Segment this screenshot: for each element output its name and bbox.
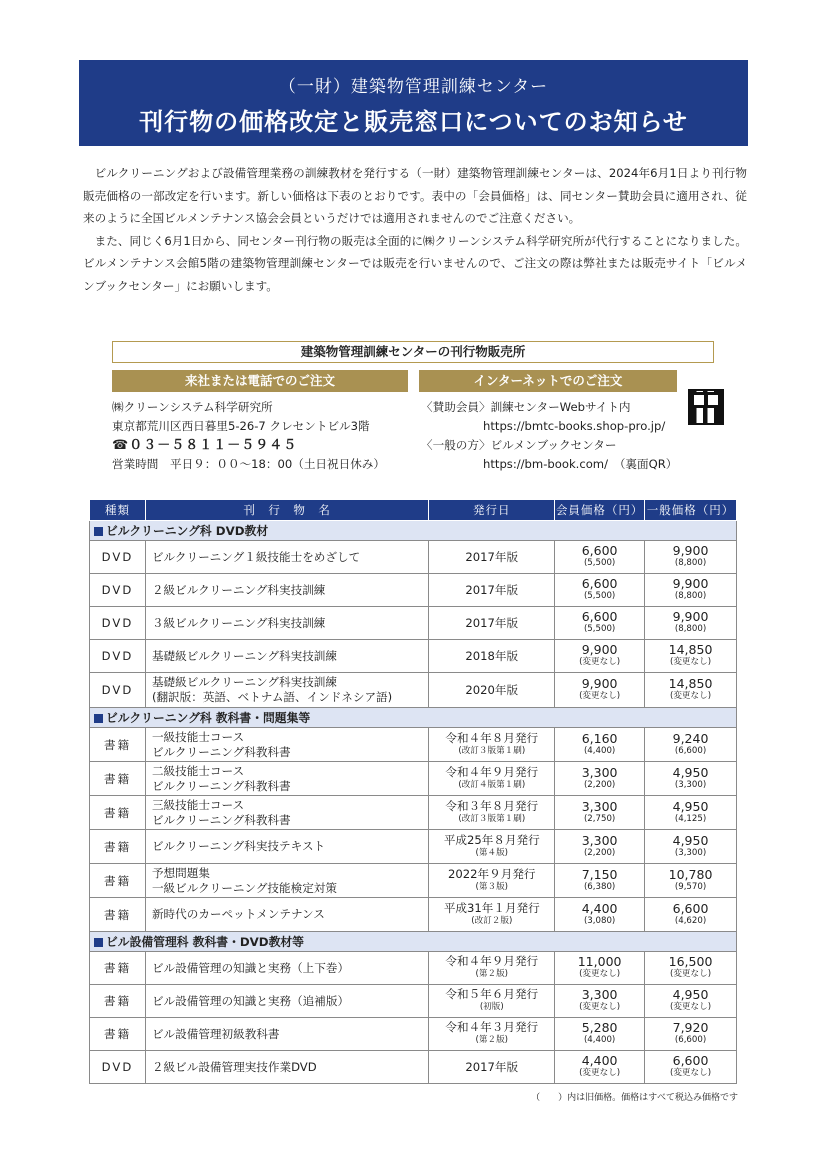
price-footnote: （ ）内は旧価格。価格はすべて税込み価格です xyxy=(531,1093,738,1103)
date-cell xyxy=(429,640,555,673)
publication-name-line2: (翻訳版：英語、ベトナム語、インドネシア語) xyxy=(151,690,393,704)
section-title: ビルクリーニング科 DVD教材 xyxy=(106,524,269,538)
general-site-link-row xyxy=(421,455,721,474)
type-cell: 書籍 xyxy=(90,796,146,830)
publication-name: ３級ビルクリーニング科実技訓練 xyxy=(151,615,326,630)
general-price: 9,900 xyxy=(672,609,709,624)
publication-name: 一級技能士コース xyxy=(151,729,245,744)
issue-date-note: (改訂４版第１刷) xyxy=(458,779,526,790)
table-row xyxy=(90,728,737,762)
general-price: 10,780 xyxy=(668,866,713,882)
date-cell xyxy=(429,574,555,607)
table-row xyxy=(90,541,737,574)
type-cell: 書籍 xyxy=(90,762,146,796)
issue-date: 令和３年８月発行 xyxy=(445,798,539,813)
member-price: 6,160 xyxy=(581,730,618,746)
publication-name: ２級ビルクリーニング科実技訓練 xyxy=(151,582,326,597)
publication-name-line2: ビルクリーニング科教科書 xyxy=(151,778,291,793)
publication-name-line2: 一級ビルクリーニング技能検定対策 xyxy=(151,880,337,895)
publication-name: ビル設備管理の知識と実務（追補版） xyxy=(151,993,350,1008)
general-price: 4,950 xyxy=(672,764,709,780)
publication-name: ビル設備管理の知識と実務（上下巻） xyxy=(151,960,350,975)
intro-paragraph-2: また、同じく6月1日から、同センター刊行物の販売は全面的に㈱クリーンシステム科学研究所が代行することになりました。ビルメンテナンス会館5階の建築物管理訓練センターでは販売を行いませんので、ご注文の際は弊社または販売サイト「ビルメンブックセンター」にお願いします。 xyxy=(83,233,747,293)
member-old-price: (変更なし) xyxy=(579,657,621,667)
type-cell: 書籍 xyxy=(90,1018,146,1051)
intro-text xyxy=(83,162,747,298)
table-row xyxy=(90,640,737,673)
date-cell xyxy=(429,898,555,932)
type-cell: 書籍 xyxy=(90,830,146,864)
general-old-price: (変更なし) xyxy=(669,969,712,979)
intro-paragraph-1: ビルクリーニングおよび設備管理業務の訓練教材を発行する（一財）建築物管理訓練センターは、2024年6月1日より刊行物販売価格の一部改定を行います。新しい価格は下表のとおりです。表中の「会員価格」は、同センター賛助会員に適用され、従来のように全国ビルメンテナンス協会会員というだけでは適用されませんのでご注意ください。 xyxy=(83,166,747,226)
member-price: 4,400 xyxy=(581,1053,618,1068)
issue-date: 平成25年８月発行 xyxy=(443,832,540,847)
header-type: 種類 xyxy=(90,500,146,521)
publication-price-table xyxy=(89,499,737,1084)
issue-date: 2017年版 xyxy=(465,549,519,564)
member-old-price: (3,080) xyxy=(583,915,616,926)
date-cell xyxy=(429,985,555,1018)
general-old-price: (変更なし) xyxy=(669,691,712,701)
section-title-cell xyxy=(90,932,737,952)
general-old-price: (変更なし) xyxy=(669,657,712,667)
section-title: ビル設備管理科 教科書・DVD教材等 xyxy=(106,935,304,949)
member-price: 3,300 xyxy=(581,832,618,848)
issue-date: 2017年版 xyxy=(465,582,519,597)
general-price: 6,600 xyxy=(672,1053,709,1068)
general-site-link[interactable]: https://bm-book.com/ xyxy=(483,457,609,471)
general-old-price: (8,800) xyxy=(674,624,707,634)
square-bullet-icon xyxy=(94,527,103,536)
header-general-price: 一般価格（円） xyxy=(645,500,737,521)
issue-date-note: (改訂２版) xyxy=(471,915,513,926)
issue-date: 平成31年１月発行 xyxy=(443,900,540,915)
table-row xyxy=(90,1018,737,1051)
member-price: 6,600 xyxy=(581,609,618,624)
table-header-row xyxy=(90,500,737,521)
table-section-row xyxy=(90,708,737,728)
member-old-price: (4,400) xyxy=(583,1035,616,1045)
general-price-cell xyxy=(645,640,737,673)
table-row xyxy=(90,898,737,932)
member-price-cell xyxy=(555,864,645,898)
general-old-price: (8,800) xyxy=(674,591,707,601)
issue-date: 令和４年９月発行 xyxy=(445,764,539,779)
general-old-price: (変更なし) xyxy=(669,1068,712,1078)
publication-name: 三級技能士コース xyxy=(151,797,245,812)
member-price-cell xyxy=(555,673,645,708)
table-row xyxy=(90,762,737,796)
name-cell xyxy=(145,864,428,898)
general-price-cell xyxy=(645,898,737,932)
member-price-cell xyxy=(555,830,645,864)
issue-date: 2017年版 xyxy=(465,1059,519,1074)
table-row xyxy=(90,1051,737,1084)
general-price: 9,900 xyxy=(672,576,709,591)
general-price: 4,950 xyxy=(672,832,709,848)
name-cell xyxy=(145,1051,428,1084)
date-cell xyxy=(429,762,555,796)
member-price-cell xyxy=(555,574,645,607)
member-price: 4,400 xyxy=(581,900,618,916)
table-row xyxy=(90,952,737,985)
member-old-price: (変更なし) xyxy=(579,691,621,701)
general-price-cell xyxy=(645,762,737,796)
issue-date: 令和５年６月発行 xyxy=(445,987,539,1001)
member-old-price: (2,200) xyxy=(583,847,616,858)
name-cell xyxy=(145,762,428,796)
general-price-cell xyxy=(645,1051,737,1084)
company-name: ㈱クリーンシステム科学研究所 xyxy=(112,400,273,414)
name-cell xyxy=(145,728,428,762)
header-subtitle: （一財）建築物管理訓練センター xyxy=(278,77,549,97)
type-cell: DVD xyxy=(90,541,146,574)
member-price: 11,000 xyxy=(577,954,622,969)
member-old-price: (変更なし) xyxy=(579,1068,621,1078)
issue-date-note: (初版) xyxy=(479,1002,504,1012)
general-price-cell xyxy=(645,574,737,607)
member-price-cell xyxy=(555,607,645,640)
date-cell xyxy=(429,952,555,985)
section-title-cell xyxy=(90,521,737,541)
section-title: ビルクリーニング科 教科書・問題集等 xyxy=(106,711,311,725)
member-price-cell xyxy=(555,728,645,762)
date-cell xyxy=(429,830,555,864)
type-cell: 書籍 xyxy=(90,985,146,1018)
type-cell: DVD xyxy=(90,1051,146,1084)
general-old-price: (9,570) xyxy=(674,881,707,892)
type-cell: DVD xyxy=(90,574,146,607)
member-price-cell xyxy=(555,1018,645,1051)
member-price-cell xyxy=(555,1051,645,1084)
general-price-cell xyxy=(645,864,737,898)
name-cell xyxy=(145,796,428,830)
qr-note: （裏面QR） xyxy=(619,457,678,471)
issue-date-note: (第２版) xyxy=(475,969,509,979)
issue-date: 令和４年３月発行 xyxy=(445,1020,539,1034)
issue-date: 2022年９月発行 xyxy=(448,866,536,881)
general-price-cell xyxy=(645,985,737,1018)
general-price: 6,600 xyxy=(672,900,709,916)
general-price: 4,950 xyxy=(672,987,709,1002)
issue-date: 2017年版 xyxy=(465,615,519,630)
header-banner xyxy=(79,60,748,146)
type-cell: 書籍 xyxy=(90,898,146,932)
shop-internet-heading: インターネットでのご注文 xyxy=(419,370,677,392)
general-site-label: 〈一般の方〉ビルメンブックセンター xyxy=(421,438,617,452)
member-price-cell xyxy=(555,952,645,985)
general-price-cell xyxy=(645,952,737,985)
member-site-link[interactable]: https://bmtc-books.shop-pro.jp/ xyxy=(483,419,666,433)
date-cell xyxy=(429,541,555,574)
member-old-price: (4,400) xyxy=(583,745,616,756)
member-price: 5,280 xyxy=(581,1020,618,1035)
member-old-price: (変更なし) xyxy=(579,969,621,979)
date-cell xyxy=(429,1051,555,1084)
shop-title: 建築物管理訓練センターの刊行物販売所 xyxy=(112,341,714,363)
general-price-cell xyxy=(645,541,737,574)
table-body xyxy=(90,521,737,1084)
name-cell xyxy=(145,574,428,607)
date-cell xyxy=(429,864,555,898)
general-price: 16,500 xyxy=(668,954,713,969)
name-cell xyxy=(145,830,428,864)
general-price: 14,850 xyxy=(668,676,713,691)
issue-date-note: (第４版) xyxy=(475,847,509,858)
general-price-cell xyxy=(645,728,737,762)
member-old-price: (5,500) xyxy=(583,624,616,634)
table-row xyxy=(90,673,737,708)
name-cell xyxy=(145,898,428,932)
page-title: 刊行物の価格改定と販売窓口についてのお知らせ xyxy=(139,108,688,136)
member-price: 7,150 xyxy=(581,866,618,882)
type-cell: 書籍 xyxy=(90,728,146,762)
issue-date: 2018年版 xyxy=(465,648,519,663)
publication-name: ビルクリーニング科実技テキスト xyxy=(151,839,326,853)
name-cell xyxy=(145,985,428,1018)
table-section-row xyxy=(90,521,737,541)
member-price: 6,600 xyxy=(581,576,618,591)
member-price: 6,600 xyxy=(581,543,618,558)
business-hours: 営業時間 平日９：００～18：00（土日祝日休み） xyxy=(112,457,385,471)
table-section-row xyxy=(90,932,737,952)
general-price-cell xyxy=(645,607,737,640)
name-cell xyxy=(145,673,428,708)
general-old-price: (6,600) xyxy=(674,745,707,756)
name-cell xyxy=(145,541,428,574)
member-price-cell xyxy=(555,762,645,796)
issue-date: 令和４年８月発行 xyxy=(445,730,539,745)
name-cell xyxy=(145,952,428,985)
member-price-cell xyxy=(555,796,645,830)
company-address: 東京都荒川区西日暮里5-26-7 クレセントビル3階 xyxy=(112,419,370,433)
name-cell xyxy=(145,640,428,673)
date-cell xyxy=(429,607,555,640)
member-price-cell xyxy=(555,541,645,574)
general-old-price: (4,125) xyxy=(674,813,707,824)
publication-name: 基礎級ビルクリーニング科実技訓練 xyxy=(151,648,337,663)
member-old-price: (5,500) xyxy=(583,558,616,568)
table-row xyxy=(90,864,737,898)
name-cell xyxy=(145,1018,428,1051)
publication-name: 新時代のカーペットメンテナンス xyxy=(151,907,325,921)
type-cell: 書籍 xyxy=(90,952,146,985)
publication-name: 予想問題集 xyxy=(151,865,210,880)
table-row xyxy=(90,830,737,864)
issue-date-note: (改訂３版第１刷) xyxy=(458,745,526,756)
general-price: 9,900 xyxy=(672,543,709,558)
table-row xyxy=(90,607,737,640)
general-old-price: (変更なし) xyxy=(669,1002,712,1012)
general-price-cell xyxy=(645,1018,737,1051)
issue-date-note: (第３版) xyxy=(475,881,509,892)
general-old-price: (6,600) xyxy=(674,1035,707,1045)
member-site-label: 〈賛助会員〉訓練センターWebサイト内 xyxy=(421,400,631,414)
general-price-cell xyxy=(645,673,737,708)
type-cell: DVD xyxy=(90,640,146,673)
type-cell: 書籍 xyxy=(90,864,146,898)
member-old-price: (5,500) xyxy=(583,591,616,601)
section-title-cell xyxy=(90,708,737,728)
publication-name: ２級ビル設備管理実技作業DVD xyxy=(151,1059,317,1074)
general-price-cell xyxy=(645,830,737,864)
general-price-cell xyxy=(645,796,737,830)
issue-date-note: (改訂３版第１刷) xyxy=(458,813,526,824)
shop-phone-heading: 来社または電話でのご注文 xyxy=(112,370,408,392)
publication-name: ビル設備管理初級教科書 xyxy=(151,1026,280,1041)
name-cell xyxy=(145,607,428,640)
issue-date: 令和４年９月発行 xyxy=(445,954,539,968)
date-cell xyxy=(429,796,555,830)
square-bullet-icon xyxy=(94,714,103,723)
type-cell: DVD xyxy=(90,607,146,640)
publication-name: 二級技能士コース xyxy=(151,763,245,778)
member-price-cell xyxy=(555,640,645,673)
phone-number[interactable]: ☎０３－５８１１－５９４５ xyxy=(112,438,298,453)
general-price: 14,850 xyxy=(668,642,713,657)
member-price: 3,300 xyxy=(581,798,618,814)
shop-phone-info xyxy=(112,398,412,474)
general-price: 4,950 xyxy=(672,798,709,814)
member-price: 9,900 xyxy=(581,642,618,657)
publication-name-line2: ビルクリーニング科教科書 xyxy=(151,812,291,827)
member-price-cell xyxy=(555,985,645,1018)
general-price: 7,920 xyxy=(672,1020,709,1035)
table-row xyxy=(90,796,737,830)
member-old-price: (変更なし) xyxy=(579,1002,621,1012)
member-old-price: (2,750) xyxy=(583,813,616,824)
member-price: 3,300 xyxy=(581,987,618,1002)
table-row xyxy=(90,574,737,607)
member-price: 3,300 xyxy=(581,764,618,780)
issue-date: 2020年版 xyxy=(465,682,519,697)
publication-name: ビルクリーニング１級技能士をめざして xyxy=(151,549,361,564)
member-old-price: (6,380) xyxy=(583,881,616,892)
general-price: 9,240 xyxy=(672,730,709,746)
general-old-price: (3,300) xyxy=(674,847,707,858)
member-old-price: (2,200) xyxy=(583,779,616,790)
publication-name-line2: ビルクリーニング科教科書 xyxy=(151,744,291,759)
square-bullet-icon xyxy=(94,938,103,947)
date-cell xyxy=(429,728,555,762)
general-old-price: (4,620) xyxy=(674,915,707,926)
general-old-price: (8,800) xyxy=(674,558,707,568)
general-old-price: (3,300) xyxy=(674,779,707,790)
member-price-cell xyxy=(555,898,645,932)
type-cell: DVD xyxy=(90,673,146,708)
shop-internet-info xyxy=(421,398,721,474)
qr-code-icon xyxy=(688,389,724,425)
date-cell xyxy=(429,673,555,708)
header-name: 刊 行 物 名 xyxy=(145,500,428,521)
header-member-price: 会員価格（円） xyxy=(555,500,645,521)
header-date: 発行日 xyxy=(429,500,555,521)
member-price: 9,900 xyxy=(581,676,618,691)
publication-name: 基礎級ビルクリーニング科実技訓練 xyxy=(151,675,337,689)
date-cell xyxy=(429,1018,555,1051)
issue-date-note: (第２版) xyxy=(475,1035,509,1045)
table-row xyxy=(90,985,737,1018)
